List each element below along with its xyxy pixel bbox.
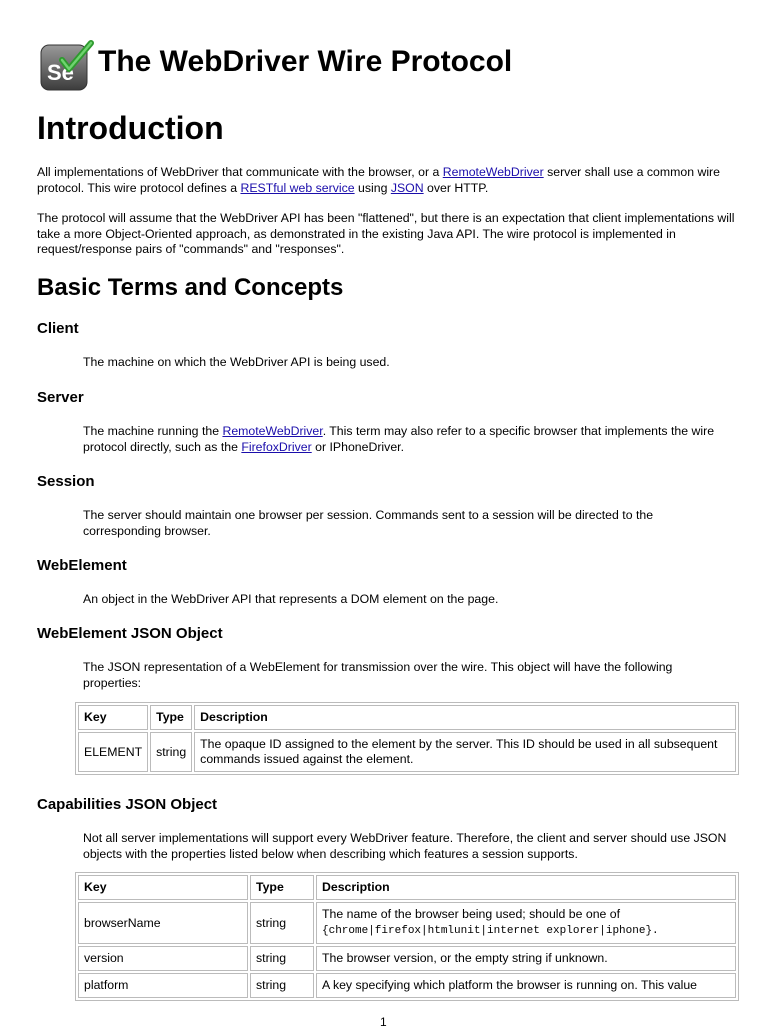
table-cell: string xyxy=(250,946,314,971)
svg-text:Se: Se xyxy=(47,60,74,85)
session-text: The server should maintain one browser per session. Commands sent to a session will be directed to the corresponding browser. xyxy=(83,508,654,538)
table-cell: ELEMENT xyxy=(78,732,148,772)
table-cell xyxy=(316,902,736,944)
client-heading: Client xyxy=(37,320,79,337)
table-cell: The browser version, or the empty string if unknown. xyxy=(316,946,736,971)
column-header: Description xyxy=(316,875,736,900)
introduction-heading: Introduction xyxy=(37,110,224,146)
restful-web-service-link[interactable]: RESTful web service xyxy=(240,180,355,195)
remotewebdriver-link-2[interactable]: RemoteWebDriver xyxy=(222,424,323,438)
table-cell: string xyxy=(150,732,192,772)
table-header-row xyxy=(78,705,736,730)
client-text: The machine on which the WebDriver API is being used. xyxy=(83,355,390,369)
table-cell: A key specifying which platform the browser is running on. This value xyxy=(316,973,736,998)
page-title: The WebDriver Wire Protocol xyxy=(98,45,513,78)
capabilities-heading: Capabilities JSON Object xyxy=(37,796,218,813)
page-number: 1 xyxy=(380,1015,387,1029)
webelement-properties-table xyxy=(75,702,739,775)
table-cell: platform xyxy=(78,973,248,998)
column-header: Description xyxy=(194,705,736,730)
table-cell: string xyxy=(250,902,314,944)
intro-paragraph-1: All implementations of WebDriver that communicate with the browser, or a RemoteWebDriver server shall use a common wire protocol. This wire protocol defines a RESTful web service using JSON over HTTP. xyxy=(37,165,720,195)
webelement-heading: WebElement xyxy=(37,557,127,574)
table-cell: string xyxy=(250,973,314,998)
webelement-json-heading: WebElement JSON Object xyxy=(37,625,223,642)
capabilities-text: Not all server implementations will support every WebDriver feature. Therefore, the client and server should use JSON objects with the properties listed below when describing which features a session supports. xyxy=(83,831,727,861)
selenium-logo-icon xyxy=(38,40,96,94)
session-heading: Session xyxy=(37,473,95,490)
table-cell: browserName xyxy=(78,902,248,944)
column-header: Type xyxy=(150,705,192,730)
server-text: The machine running the RemoteWebDriver. This term may also refer to a specific browser that implements the wire protocol directly, such as the FirefoxDriver or IPhoneDriver. xyxy=(83,424,715,454)
column-header: Type xyxy=(250,875,314,900)
json-link[interactable]: JSON xyxy=(390,180,424,195)
table-cell: The opaque ID assigned to the element by the server. This ID should be used in all subsequent commands issued against the element. xyxy=(194,732,736,772)
webelement-json-text: The JSON representation of a WebElement for transmission over the wire. This object will have the following properties: xyxy=(83,660,673,690)
title-row xyxy=(38,40,512,94)
table-row xyxy=(78,946,736,971)
remotewebdriver-link[interactable]: RemoteWebDriver xyxy=(442,165,544,179)
code-text: {chrome|firefox|htmlunit|internet explorer|iphone}. xyxy=(322,925,659,937)
webelement-text: An object in the WebDriver API that represents a DOM element on the page. xyxy=(83,592,499,606)
server-heading: Server xyxy=(37,389,84,406)
table-row xyxy=(78,902,736,944)
column-header: Key xyxy=(78,875,248,900)
table-cell: version xyxy=(78,946,248,971)
table-row xyxy=(78,732,736,772)
description-text: The name of the browser being used; should be one of xyxy=(322,907,621,921)
intro-paragraph-2: The protocol will assume that the WebDriver API has been "flattened", but there is an expectation that client implementations will take a more Object-Oriented approach, as demonstrated in the existing Java API. The wire protocol is implemented in request/response pairs of "commands" and "responses". xyxy=(37,211,735,256)
capabilities-table xyxy=(75,872,739,1001)
table-row xyxy=(78,973,736,998)
firefoxdriver-link[interactable]: FirefoxDriver xyxy=(241,439,312,454)
basic-terms-heading: Basic Terms and Concepts xyxy=(37,274,344,301)
table-header-row xyxy=(78,875,736,900)
column-header: Key xyxy=(78,705,148,730)
